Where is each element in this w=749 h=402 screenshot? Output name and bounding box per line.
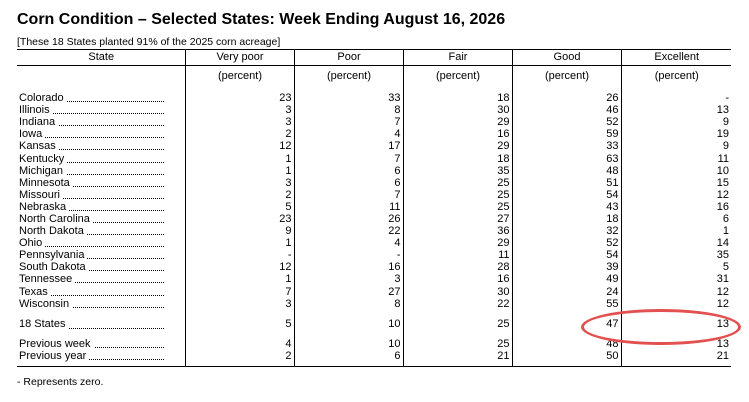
row-label-cell [17, 249, 185, 261]
spacer-cell [512, 310, 621, 317]
table-row [17, 261, 731, 273]
spacer-cell [403, 310, 512, 317]
unit-label: (percent) [185, 66, 294, 88]
spacer-cell [294, 310, 403, 317]
value-cell: 26 [294, 213, 403, 225]
row-label: Tennessee [19, 273, 75, 285]
row-label: North Dakota [19, 225, 87, 237]
table-row [17, 213, 731, 225]
value-cell: 9 [185, 225, 294, 237]
table-row [17, 165, 731, 177]
spacer-cell [512, 331, 621, 338]
value-cell: 30 [403, 104, 512, 116]
value-cell: 5 [185, 201, 294, 213]
value-cell: 2 [185, 128, 294, 140]
row-label-cell [17, 104, 185, 116]
row-label: Wisconsin [19, 298, 72, 310]
value-cell: 59 [512, 128, 621, 140]
row-label: Minnesota [19, 177, 73, 189]
table-title: Corn Condition – Selected States: Week Ending August 16, 2026 [17, 11, 506, 28]
total-row [17, 317, 731, 331]
value-cell: 29 [403, 237, 512, 249]
row-label-cell [17, 273, 185, 285]
corn-condition-table [17, 49, 731, 367]
spacer-cell [294, 362, 403, 367]
spacer-cell [17, 362, 185, 367]
row-label-leader [19, 225, 164, 237]
value-cell: 10 [294, 338, 403, 350]
row-label-cell [17, 350, 185, 362]
value-cell: 3 [185, 298, 294, 310]
row-label: Ohio [19, 237, 45, 249]
row-label-cell [17, 237, 185, 249]
spacer-cell [185, 331, 294, 338]
row-label-cell [17, 128, 185, 140]
value-cell: 1 [185, 152, 294, 164]
row-label-cell [17, 189, 185, 201]
table-row [17, 273, 731, 285]
value-cell: 29 [403, 116, 512, 128]
row-label: South Dakota [19, 261, 89, 273]
value-cell: 48 [512, 165, 621, 177]
value-cell: 14 [621, 237, 731, 249]
value-cell: 25 [403, 189, 512, 201]
row-label-cell [17, 177, 185, 189]
table-row [17, 140, 731, 152]
table-row [17, 104, 731, 116]
row-label: Missouri [19, 189, 63, 201]
value-cell: 16 [403, 273, 512, 285]
previous-row [17, 338, 731, 350]
row-label-leader [19, 298, 164, 310]
value-cell: 12 [621, 298, 731, 310]
value-cell: 9 [621, 140, 731, 152]
value-cell: 6 [294, 165, 403, 177]
table-row [17, 201, 731, 213]
value-cell: 7 [185, 286, 294, 298]
value-cell: 16 [621, 201, 731, 213]
spacer-cell [403, 331, 512, 338]
value-cell: 6 [294, 350, 403, 362]
value-cell: 3 [185, 116, 294, 128]
row-label-leader [19, 213, 164, 225]
value-cell: 49 [512, 273, 621, 285]
value-cell: 50 [512, 350, 621, 362]
row-label: Illinois [19, 104, 53, 116]
value-cell: 12 [185, 261, 294, 273]
value-cell: - [621, 92, 731, 104]
unit-label: (percent) [512, 66, 621, 88]
row-label: Previous week [19, 338, 94, 350]
row-label-cell [17, 338, 185, 350]
value-cell: 8 [294, 104, 403, 116]
column-header-row [17, 50, 731, 66]
row-label-leader [19, 189, 164, 201]
row-label-leader [19, 317, 164, 331]
row-label-leader [19, 104, 164, 116]
row-label-leader [19, 249, 164, 261]
value-cell: 22 [294, 225, 403, 237]
value-cell: 25 [403, 317, 512, 331]
spacer-cell [512, 362, 621, 367]
row-label: Texas [19, 286, 51, 298]
value-cell: 46 [512, 104, 621, 116]
table-row [17, 298, 731, 310]
value-cell: 13 [621, 317, 731, 331]
value-cell: 16 [294, 261, 403, 273]
value-cell: 12 [621, 189, 731, 201]
value-cell: 1 [621, 225, 731, 237]
value-cell: 24 [512, 286, 621, 298]
value-cell: 54 [512, 189, 621, 201]
previous-row [17, 350, 731, 362]
value-cell: 25 [403, 338, 512, 350]
table-row [17, 177, 731, 189]
value-cell: 5 [621, 261, 731, 273]
spacer-cell [17, 310, 185, 317]
unit-label-state [17, 66, 185, 88]
row-label: Nebraska [19, 201, 69, 213]
spacer-cell [403, 362, 512, 367]
row-label: 18 States [19, 318, 68, 330]
value-cell: 15 [621, 177, 731, 189]
value-cell: 22 [403, 298, 512, 310]
row-label-leader [19, 140, 164, 152]
row-label: Iowa [19, 128, 45, 140]
value-cell: 11 [403, 249, 512, 261]
row-label-leader [19, 116, 164, 128]
value-cell: 33 [512, 140, 621, 152]
row-label-leader [19, 165, 164, 177]
value-cell: 1 [185, 273, 294, 285]
value-cell: 28 [403, 261, 512, 273]
spacer-cell [185, 310, 294, 317]
row-label-cell [17, 201, 185, 213]
row-label: Indiana [19, 116, 58, 128]
row-label-leader [19, 286, 164, 298]
value-cell: 29 [403, 140, 512, 152]
row-label-cell [17, 317, 185, 331]
row-label-cell [17, 152, 185, 164]
value-cell: 1 [185, 237, 294, 249]
row-label-leader [19, 338, 164, 350]
table-row [17, 116, 731, 128]
value-cell: 51 [512, 177, 621, 189]
value-cell: 21 [403, 350, 512, 362]
row-label-cell [17, 92, 185, 104]
unit-label: (percent) [403, 66, 512, 88]
value-cell: 35 [621, 249, 731, 261]
row-label-leader [19, 350, 164, 362]
row-label-leader [19, 261, 164, 273]
value-cell: 10 [621, 165, 731, 177]
value-cell: 19 [621, 128, 731, 140]
row-label: Kentucky [19, 153, 67, 165]
row-label-leader [19, 237, 164, 249]
row-label-cell [17, 140, 185, 152]
spacer-row [17, 362, 731, 367]
value-cell: 5 [185, 317, 294, 331]
row-label-cell [17, 261, 185, 273]
row-label-leader [19, 153, 164, 165]
table-row [17, 128, 731, 140]
spacer-row [17, 310, 731, 317]
value-cell: 7 [294, 152, 403, 164]
value-cell: 32 [512, 225, 621, 237]
value-cell: 4 [294, 237, 403, 249]
value-cell: 9 [621, 116, 731, 128]
row-label-cell [17, 225, 185, 237]
value-cell: 27 [403, 213, 512, 225]
table-row [17, 286, 731, 298]
row-label: North Carolina [19, 213, 93, 225]
value-cell: 6 [294, 177, 403, 189]
table-row [17, 249, 731, 261]
row-label: Michigan [19, 165, 66, 177]
value-cell: 7 [294, 116, 403, 128]
column-header-fair: Fair [403, 50, 512, 66]
table-row [17, 225, 731, 237]
value-cell: 12 [185, 140, 294, 152]
value-cell: 1 [185, 165, 294, 177]
value-cell: 23 [185, 92, 294, 104]
spacer-cell [621, 310, 731, 317]
table-row [17, 152, 731, 164]
unit-label: (percent) [621, 66, 731, 88]
value-cell: 18 [403, 92, 512, 104]
value-cell: 17 [294, 140, 403, 152]
table-row [17, 92, 731, 104]
value-cell: 43 [512, 201, 621, 213]
spacer-cell [17, 331, 185, 338]
value-cell: 18 [403, 152, 512, 164]
row-label-leader [19, 92, 164, 104]
value-cell: 27 [294, 286, 403, 298]
unit-label: (percent) [294, 66, 403, 88]
value-cell: 12 [621, 286, 731, 298]
spacer-cell [621, 362, 731, 367]
value-cell: 8 [294, 298, 403, 310]
row-label: Kansas [19, 140, 59, 152]
row-label-cell [17, 165, 185, 177]
row-label-cell [17, 286, 185, 298]
value-cell: 21 [621, 350, 731, 362]
column-header-state: State [17, 50, 185, 66]
value-cell: 10 [294, 317, 403, 331]
value-cell: 30 [403, 286, 512, 298]
column-header-excellent: Excellent [621, 50, 731, 66]
row-label-cell [17, 298, 185, 310]
table-subtitle: [These 18 States planted 91% of the 2025 corn acreage] [17, 36, 281, 48]
value-cell: 63 [512, 152, 621, 164]
units-row [17, 66, 731, 88]
column-header-poor: Poor [294, 50, 403, 66]
value-cell: 52 [512, 116, 621, 128]
value-cell: 7 [294, 189, 403, 201]
value-cell: 33 [294, 92, 403, 104]
value-cell: 3 [185, 104, 294, 116]
column-header-good: Good [512, 50, 621, 66]
row-label-leader [19, 177, 164, 189]
spacer-cell [294, 331, 403, 338]
value-cell: 16 [403, 128, 512, 140]
value-cell: 2 [185, 350, 294, 362]
value-cell: 39 [512, 261, 621, 273]
table-body [17, 87, 731, 366]
row-label-leader [19, 201, 164, 213]
value-cell: 13 [621, 338, 731, 350]
value-cell: 11 [621, 152, 731, 164]
table-row [17, 189, 731, 201]
row-label: Colorado [19, 92, 67, 104]
footnote: - Represents zero. [17, 376, 104, 388]
row-label: Pennsylvania [19, 249, 87, 261]
value-cell: 25 [403, 201, 512, 213]
value-cell: 52 [512, 237, 621, 249]
column-header-very-poor: Very poor [185, 50, 294, 66]
value-cell: 26 [512, 92, 621, 104]
value-cell: 3 [185, 177, 294, 189]
value-cell: 55 [512, 298, 621, 310]
row-label-leader [19, 128, 164, 140]
spacer-cell [621, 331, 731, 338]
value-cell: 11 [294, 201, 403, 213]
value-cell: - [294, 249, 403, 261]
value-cell: - [185, 249, 294, 261]
row-label-cell [17, 213, 185, 225]
value-cell: 23 [185, 213, 294, 225]
row-label: Previous year [19, 350, 89, 362]
value-cell: 13 [621, 104, 731, 116]
value-cell: 48 [512, 338, 621, 350]
table-row [17, 237, 731, 249]
value-cell: 35 [403, 165, 512, 177]
value-cell: 47 [512, 317, 621, 331]
row-label-cell [17, 116, 185, 128]
value-cell: 4 [294, 128, 403, 140]
value-cell: 2 [185, 189, 294, 201]
value-cell: 54 [512, 249, 621, 261]
value-cell: 36 [403, 225, 512, 237]
value-cell: 6 [621, 213, 731, 225]
value-cell: 25 [403, 177, 512, 189]
row-label-leader [19, 273, 164, 285]
value-cell: 31 [621, 273, 731, 285]
spacer-cell [185, 362, 294, 367]
value-cell: 3 [294, 273, 403, 285]
spacer-row [17, 331, 731, 338]
value-cell: 18 [512, 213, 621, 225]
value-cell: 4 [185, 338, 294, 350]
